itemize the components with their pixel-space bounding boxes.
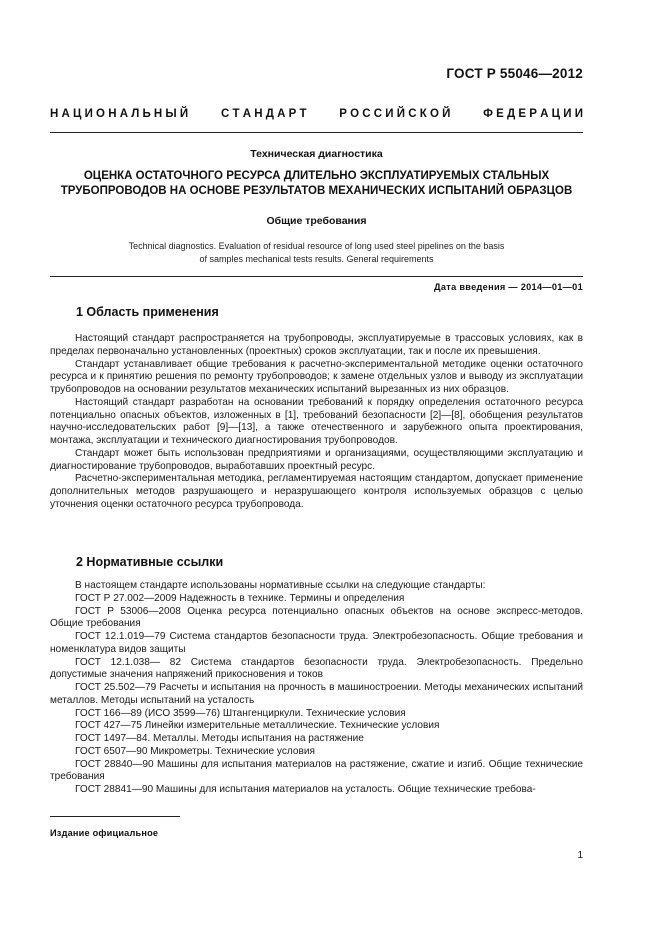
- divider: [50, 276, 583, 277]
- national-standard-banner: [50, 108, 583, 120]
- reference-item: ГОСТ 427—75 Линейки измерительные металлические. Технические условия: [75, 720, 440, 732]
- banner-word: С Т А Н Д А Р Т: [220, 108, 307, 120]
- banner-word: Р О С С И Й С К О Й: [339, 108, 451, 120]
- divider: [50, 132, 583, 133]
- english-title-line: Technical diagnostics. Evaluation of residual resource of long used steel pipelines on the basis: [128, 241, 505, 251]
- doc-code: ГОСТ Р 55046—2012: [446, 66, 583, 81]
- reference-item: ГОСТ 166—89 (ИСО 3599—76) Штангенциркули. Технические условия: [75, 707, 406, 719]
- paragraph: В настоящем стандарте использованы нормативные ссылки на следующие стандарты:: [75, 580, 486, 591]
- section-body: [50, 333, 583, 512]
- banner-word: Н А Ц И О Н А Л Ь Н Ы Й: [50, 108, 189, 120]
- reference-item: ГОСТ 12.1.038— 82 Система стандартов безопасности труда. Электробезопасность. Предельно допустимые значения напряжений прикосновения и токов: [50, 656, 583, 681]
- reference-item: ГОСТ 28840—90 Машины для испытания материалов на растяжение, сжатие и изгиб. Общие технические требования: [50, 758, 583, 783]
- footnote-divider: [50, 816, 180, 817]
- subject-heading: Техническая диагностика: [250, 148, 383, 160]
- reference-item: ГОСТ 12.1.019—79 Система стандартов безопасности труда. Электробезопасность. Общие требования и номенклатура видов защиты: [50, 631, 583, 655]
- reference-item: ГОСТ 28841—90 Машины для испытания материалов на усталость. Общие технические требова-: [75, 784, 536, 795]
- section-heading: 1 Область применения: [76, 305, 219, 319]
- page-number: 1: [577, 850, 583, 861]
- title-line: ОЦЕНКА ОСТАТОЧНОГО РЕСУРСА ДЛИТЕЛЬНО ЭКСПЛУАТИРУЕМЫХ СТАЛЬНЫХ: [83, 170, 550, 182]
- paragraph: Расчетно-экспериментальная методика, регламентируемая настоящим стандартом, допускает применение дополнительных методов разрушающего и неразрушающего контроля используемых образцов с целью уточнения оценки остаточного ресурса трубопровода.: [50, 473, 583, 510]
- introduction-date: Дата введения — 2014—01—01: [434, 282, 583, 292]
- reference-item: ГОСТ 1497—84. Металлы. Методы испытания на растяжение: [75, 733, 364, 744]
- reference-item: ГОСТ 25.502—79 Расчеты и испытания на прочность в машиностроении. Методы механических испытаний металлов. Методы испытаний на усталость: [50, 682, 583, 706]
- paragraph: Настоящий стандарт распространяется на трубопроводы, эксплуатируемые в трассовых условиях, как в пределах первоначально установленных (проектных) сроков эксплуатации, так и после их превышения.: [50, 333, 583, 357]
- edition-label: Издание официальное: [50, 828, 159, 838]
- paragraph: Стандарт устанавливает общие требования к расчетно-экспериментальной методике оценки остаточного ресурса и к принятию решения по ремонту трубопроводов; к замене отдельных узлов и выводу из эксплуатации трубопроводов на основании результатов механических испытаний вырезанных из них образцов.: [50, 358, 583, 395]
- paragraph: Настоящий стандарт разработан на основании требований к порядку определения остаточного ресурса потенциально опасных объектов, изложенных в [1], требований безопасности [2]—[8], обобщения результатов научно-исследовательских работ [9]—[13], а также отечественного и зарубежного опыта проектирования, монтажа, эксплуатации и технического диагностирования трубопроводов.: [50, 396, 583, 446]
- reference-item: ГОСТ Р 53006—2008 Оценка ресурса потенциально опасных объектов на основе экспресс-методов. Общие требования: [50, 605, 583, 630]
- document-title: [50, 169, 583, 199]
- banner-word: Ф Е Д Е Р А Ц И И: [483, 108, 583, 120]
- english-title: [60, 240, 573, 266]
- reference-item: ГОСТ 6507—90 Микрометры. Технические условия: [75, 745, 315, 757]
- title-line: ТРУБОПРОВОДОВ НА ОСНОВЕ РЕЗУЛЬТАТОВ МЕХАНИЧЕСКИХ ИСПЫТАНИЙ ОБРАЗЦОВ: [60, 185, 573, 197]
- section-heading: 2 Нормативные ссылки: [76, 555, 224, 569]
- paragraph: Стандарт может быть использован предприятиями и организациями, осуществляющими эксплуатацию и диагностирование трубопроводов, выработавших проектный ресурс.: [50, 447, 583, 472]
- document-subtitle: Общие требования: [266, 215, 367, 227]
- reference-item: ГОСТ Р 27.002—2009 Надежность в технике. Термины и определения: [75, 592, 405, 604]
- section-body: [50, 580, 583, 797]
- english-title-line: of samples mechanical tests results. General requirements: [199, 254, 434, 264]
